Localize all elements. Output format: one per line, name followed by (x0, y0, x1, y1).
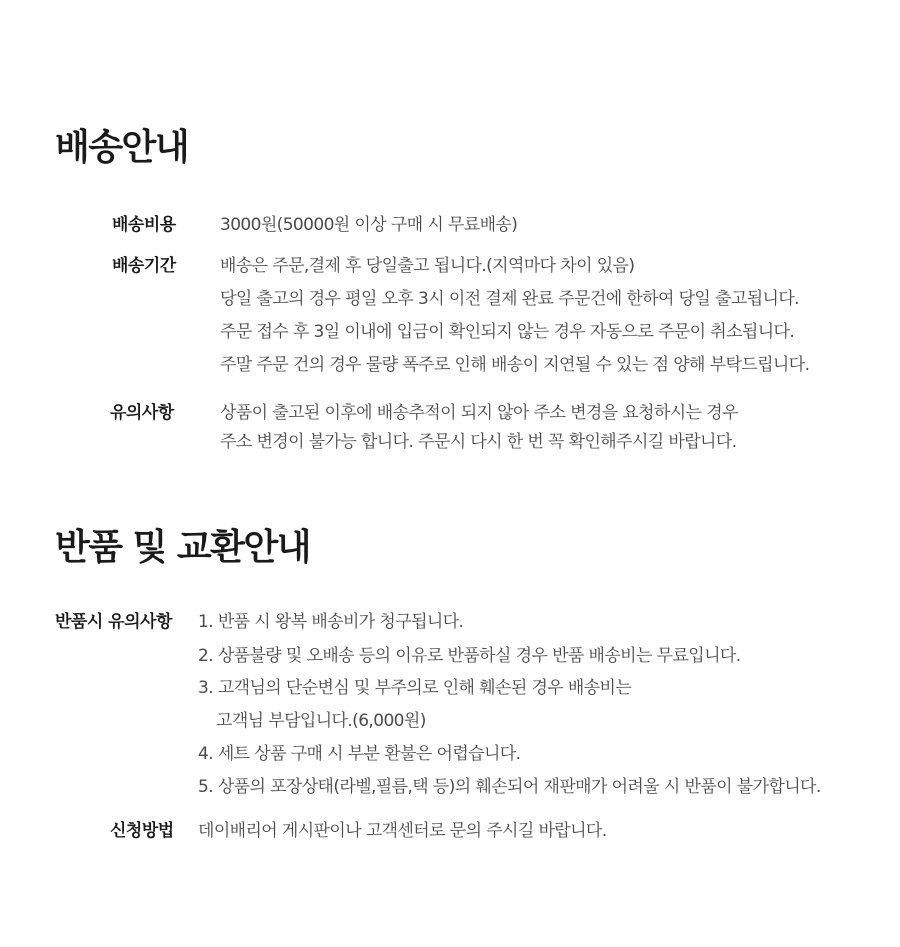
shipping-notes-line: 주소 변경이 불가능 합니다. 주문시 다시 한 번 꼭 확인해주시길 바랍니다. (220, 432, 737, 452)
returns-apply-label: 신청방법 (110, 821, 174, 841)
returns-notes-line: 5. 상품의 포장상태(라벨,필름,택 등)의 훼손되어 재판매가 어려울 시 반품이 불가합니다. (198, 777, 821, 797)
returns-notes-label: 반품시 유의사항 (55, 612, 172, 632)
returns-notes-line: 4. 세트 상품 구매 시 부분 환불은 어렵습니다. (198, 744, 521, 764)
shipping-notes-label: 유의사항 (110, 403, 174, 423)
returns-notes-line: 3. 고객님의 단순변심 및 부주의로 인해 훼손된 경우 배송비는 (198, 678, 632, 698)
shipping-notes-line: 상품이 출고된 이후에 배송추적이 되지 않아 주소 변경을 요청하시는 경우 (220, 403, 738, 423)
shipping-period-line: 주문 접수 후 3일 이내에 입금이 확인되지 않는 경우 자동으로 주문이 취소됩니다. (220, 322, 795, 342)
shipping-period-label: 배송기간 (112, 256, 176, 276)
returns-notes-line: 2. 상품불량 및 오배송 등의 이유로 반품하실 경우 반품 배송비는 무료입니다. (198, 646, 741, 666)
shipping-period-line: 당일 출고의 경우 평일 오후 3시 이전 결제 완료 주문건에 한하여 당일 출고됩니다. (220, 289, 799, 309)
returns-section-title: 반품 및 교환안내 (55, 527, 310, 568)
shipping-period-line: 주말 주문 건의 경우 물량 폭주로 인해 배송이 지연될 수 있는 점 양해 부탁드립니다. (220, 355, 810, 375)
shipping-section-title: 배송안내 (55, 127, 189, 168)
shipping-cost-label: 배송비용 (112, 215, 176, 235)
returns-notes-line: 고객님 부담입니다.(6,000원) (216, 711, 426, 731)
shipping-period-line: 배송은 주문,결제 후 당일출고 됩니다.(지역마다 차이 있음) (220, 256, 635, 276)
shipping-cost-text: 3000원(50000원 이상 구매 시 무료배송) (220, 215, 518, 235)
returns-apply-text: 데이배리어 게시판이나 고객센터로 문의 주시길 바랍니다. (198, 821, 607, 841)
returns-notes-line: 1. 반품 시 왕복 배송비가 청구됩니다. (198, 612, 464, 632)
